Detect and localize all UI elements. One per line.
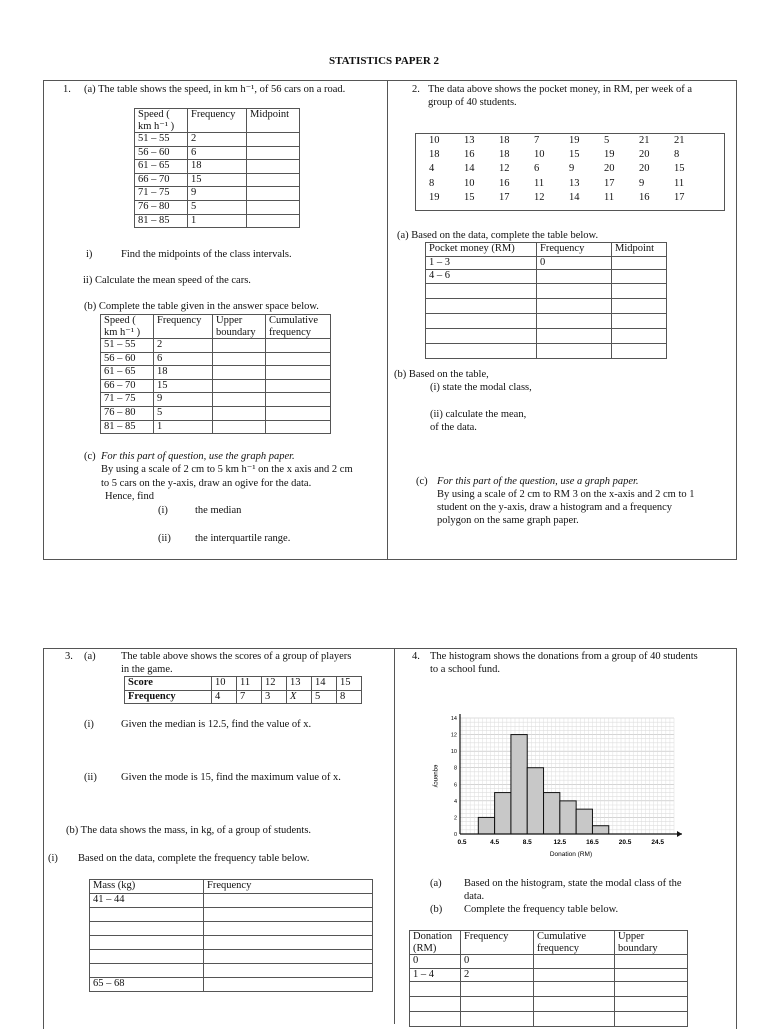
table-cell[interactable] bbox=[213, 352, 266, 366]
table-row bbox=[101, 379, 331, 393]
table-row bbox=[101, 407, 331, 421]
histogram-bar bbox=[592, 826, 608, 834]
table-cell: 61 – 65 bbox=[101, 366, 154, 380]
table-cell: 2 bbox=[188, 133, 247, 147]
y-tick-label: 14 bbox=[450, 716, 457, 722]
table-cell: 15 bbox=[188, 173, 247, 187]
table-cell: 14 bbox=[312, 677, 337, 691]
table-header: Mass (kg) bbox=[90, 880, 204, 894]
table-cell: 10 bbox=[212, 677, 237, 691]
table-cell: 2 bbox=[154, 339, 213, 353]
table-row bbox=[135, 133, 300, 147]
q3-number: 3. bbox=[65, 651, 73, 662]
table-cell: 5 bbox=[312, 690, 337, 704]
table-header: Cumulative frequency bbox=[534, 931, 615, 955]
table-row bbox=[101, 352, 331, 366]
x-tick-label: 20.5 bbox=[618, 839, 632, 846]
table-header: Donation (RM) bbox=[410, 931, 461, 955]
table-row bbox=[426, 313, 667, 328]
table-header-row bbox=[90, 880, 373, 894]
table-row bbox=[90, 935, 373, 949]
page-title: STATISTICS PAPER 2 bbox=[328, 55, 440, 67]
table-cell[interactable] bbox=[426, 283, 537, 298]
q2-c-label: (c) bbox=[416, 476, 428, 487]
histogram-bar bbox=[495, 793, 511, 834]
table-cell: 81 – 85 bbox=[101, 420, 154, 434]
table-cell: 41 – 44 bbox=[90, 893, 204, 907]
data-value: 19 bbox=[569, 135, 580, 146]
q3-a-line2: in the game. bbox=[121, 664, 173, 675]
table-cell: 61 – 65 bbox=[135, 160, 188, 174]
table-cell: 1 bbox=[154, 420, 213, 434]
table-cell: 6 bbox=[188, 146, 247, 160]
table-cell[interactable] bbox=[410, 1012, 461, 1027]
data-value: 11 bbox=[534, 177, 545, 189]
data-value: 12 bbox=[499, 163, 510, 175]
table-cell[interactable] bbox=[426, 313, 537, 328]
table-cell[interactable] bbox=[537, 328, 612, 343]
q1-c-line3: Hence, find bbox=[105, 491, 154, 502]
table-cell[interactable] bbox=[410, 997, 461, 1012]
table-cell[interactable] bbox=[534, 982, 615, 997]
table-header-row bbox=[426, 243, 667, 257]
q2-intro-line1: The data above shows the pocket money, in RM, per week of a bbox=[428, 84, 693, 95]
table-cell[interactable] bbox=[534, 997, 615, 1012]
table-cell: 76 – 80 bbox=[101, 407, 154, 421]
table-cell[interactable] bbox=[266, 420, 331, 434]
q1-i-number: i) bbox=[86, 249, 93, 260]
table-cell[interactable] bbox=[266, 339, 331, 353]
q3-b-i-number: (i) bbox=[48, 853, 58, 864]
table-cell: 3 bbox=[262, 690, 287, 704]
table-cell[interactable] bbox=[247, 133, 300, 147]
q4-line2: to a school fund. bbox=[430, 664, 500, 675]
table-cell: 5 bbox=[154, 407, 213, 421]
table-cell[interactable] bbox=[534, 968, 615, 982]
q1-number: 1. bbox=[63, 84, 71, 95]
histogram-bar bbox=[544, 793, 560, 834]
data-value: 11 bbox=[674, 177, 685, 189]
data-value: 5 bbox=[604, 135, 610, 146]
table-cell[interactable] bbox=[90, 949, 204, 963]
table-header: Frequency bbox=[461, 931, 534, 955]
table-header: Frequency bbox=[154, 315, 213, 339]
y-axis-label: equency bbox=[432, 764, 438, 788]
table-cell[interactable] bbox=[247, 173, 300, 187]
x-axis-arrow bbox=[677, 831, 682, 837]
table-header: Speed ( km h⁻¹ ) bbox=[135, 109, 188, 133]
y-tick-label: 6 bbox=[453, 782, 457, 789]
q3-ii-text: Given the mode is 15, find the maximum value of x. bbox=[121, 772, 341, 783]
data-value: 17 bbox=[674, 191, 685, 203]
q3-i-number: (i) bbox=[84, 719, 94, 730]
q1-c-instruction: For this part of question, use the graph paper. bbox=[101, 451, 295, 462]
table-row bbox=[90, 921, 373, 935]
table-row bbox=[410, 982, 688, 997]
table-row bbox=[135, 173, 300, 187]
table-cell: 51 – 55 bbox=[135, 133, 188, 147]
q2-c-line1: By using a scale of 2 cm to RM 3 on the x-axis and 2 cm to 1 bbox=[437, 489, 695, 500]
table-cell[interactable] bbox=[266, 407, 331, 421]
table-cell: 4 – 6 bbox=[426, 270, 537, 284]
table-cell: 51 – 55 bbox=[101, 339, 154, 353]
table-cell: 6 bbox=[154, 352, 213, 366]
table-cell: 56 – 60 bbox=[101, 352, 154, 366]
data-value: 9 bbox=[569, 163, 575, 175]
q3-a-line1: The table above shows the scores of a group of players bbox=[121, 651, 352, 662]
table-cell[interactable] bbox=[204, 921, 373, 935]
table-cell: 9 bbox=[188, 187, 247, 201]
x-tick-label: 16.5 bbox=[586, 839, 599, 846]
data-value: 10 bbox=[429, 135, 440, 146]
x-tick-label: 8.5 bbox=[522, 839, 532, 846]
table-row bbox=[426, 283, 667, 298]
table-cell: 0 bbox=[410, 955, 461, 969]
q1-intro: (a) The table shows the speed, in km h⁻¹, of 56 cars on a road. bbox=[84, 84, 346, 95]
histogram-bar bbox=[511, 735, 527, 834]
data-value: 20 bbox=[639, 149, 650, 161]
table-cell[interactable] bbox=[615, 982, 688, 997]
q2-b-text: (b) Based on the table, bbox=[394, 369, 489, 380]
data-value: 12 bbox=[534, 191, 545, 203]
table-cell[interactable] bbox=[247, 201, 300, 215]
table-header: Frequency bbox=[125, 690, 212, 704]
table-row bbox=[90, 963, 373, 977]
data-value: 8 bbox=[429, 177, 435, 189]
table-cell[interactable] bbox=[204, 949, 373, 963]
table-cell: 9 bbox=[154, 393, 213, 407]
q4-number: 4. bbox=[412, 651, 420, 662]
q1-c-ii-text: the interquartile range. bbox=[195, 533, 291, 544]
table-row bbox=[426, 298, 667, 313]
table-header: Pocket money (RM) bbox=[426, 243, 537, 257]
table-cell[interactable] bbox=[615, 997, 688, 1012]
table-cell: X bbox=[287, 690, 312, 704]
table-cell[interactable] bbox=[426, 298, 537, 313]
table-cell: 81 – 85 bbox=[135, 214, 188, 228]
q1-c-line2: to 5 cars on the y-axis, draw an ogive for the data. bbox=[101, 478, 312, 489]
table-cell[interactable] bbox=[615, 968, 688, 982]
table-header-row bbox=[410, 931, 688, 955]
table-header: Speed ( km h⁻¹ ) bbox=[101, 315, 154, 339]
table-header: Frequency bbox=[188, 109, 247, 133]
table-cell: 11 bbox=[237, 677, 262, 691]
table-cell[interactable] bbox=[213, 366, 266, 380]
table-cell[interactable] bbox=[90, 907, 204, 921]
q2-c-line2: student on the y-axis, draw a histogram and a frequency bbox=[437, 502, 673, 513]
table-cell[interactable] bbox=[534, 955, 615, 969]
q4-a-line2: data. bbox=[464, 891, 485, 902]
table-row bbox=[90, 907, 373, 921]
table-cell[interactable] bbox=[247, 160, 300, 174]
x-tick-label: 12.5 bbox=[553, 839, 567, 846]
table-cell[interactable] bbox=[247, 214, 300, 228]
table-header: Upper boundary bbox=[615, 931, 688, 955]
data-value: 16 bbox=[499, 177, 510, 189]
table-header: Frequency bbox=[204, 880, 373, 894]
x-axis-label: Donation (RM) bbox=[549, 851, 593, 858]
data-value: 20 bbox=[639, 163, 650, 175]
data-value: 21 bbox=[639, 135, 650, 146]
table-row bbox=[135, 160, 300, 174]
q3-a-label: (a) bbox=[84, 651, 96, 662]
data-value: 15 bbox=[674, 163, 685, 175]
table-cell: 65 – 68 bbox=[90, 977, 204, 991]
data-value: 13 bbox=[569, 177, 580, 189]
table-cell[interactable] bbox=[612, 298, 667, 313]
data-value: 14 bbox=[464, 163, 475, 175]
q3-ii-number: (ii) bbox=[84, 772, 97, 783]
q2-number: 2. bbox=[412, 84, 420, 95]
table-cell[interactable] bbox=[90, 935, 204, 949]
table-cell[interactable] bbox=[461, 982, 534, 997]
data-value: 15 bbox=[464, 191, 475, 203]
table-cell: 2 bbox=[461, 968, 534, 982]
data-value: 7 bbox=[534, 135, 540, 146]
table-cell[interactable] bbox=[213, 379, 266, 393]
data-value: 16 bbox=[464, 149, 475, 161]
q3-mass-table bbox=[89, 879, 373, 992]
table-row bbox=[135, 201, 300, 215]
data-value: 17 bbox=[604, 177, 615, 189]
q1-c-label: (c) bbox=[84, 451, 96, 462]
table-cell[interactable] bbox=[247, 187, 300, 201]
table-cell[interactable] bbox=[537, 313, 612, 328]
data-value: 10 bbox=[534, 149, 545, 161]
table-cell[interactable] bbox=[612, 328, 667, 343]
table-row bbox=[101, 393, 331, 407]
histogram-bar bbox=[576, 809, 592, 834]
table-row bbox=[426, 328, 667, 343]
data-value: 21 bbox=[674, 135, 685, 146]
table-cell[interactable] bbox=[266, 379, 331, 393]
table-cell: 66 – 70 bbox=[101, 379, 154, 393]
table-cell[interactable] bbox=[612, 283, 667, 298]
table-cell[interactable] bbox=[247, 146, 300, 160]
table-row bbox=[101, 339, 331, 353]
y-tick-label: 4 bbox=[453, 798, 457, 805]
table-row bbox=[426, 270, 667, 284]
table-header: Cumulative frequency bbox=[266, 315, 331, 339]
table-row bbox=[426, 343, 667, 358]
q2-a-text: (a) Based on the data, complete the table below. bbox=[397, 230, 599, 241]
data-value: 16 bbox=[639, 191, 650, 203]
q4-b-text: Complete the frequency table below. bbox=[464, 904, 619, 915]
q1-c-line1: By using a scale of 2 cm to 5 km h⁻¹ on the x axis and 2 cm bbox=[101, 464, 353, 475]
table-cell[interactable] bbox=[426, 328, 537, 343]
table-cell[interactable] bbox=[615, 1012, 688, 1027]
table-row bbox=[125, 677, 362, 691]
q1-c-i-number: (i) bbox=[158, 505, 168, 516]
table-cell[interactable] bbox=[537, 343, 612, 358]
table-cell: 8 bbox=[337, 690, 362, 704]
q1-table-a bbox=[134, 108, 300, 228]
table-cell: 5 bbox=[188, 201, 247, 215]
table-cell: 7 bbox=[237, 690, 262, 704]
table-cell[interactable] bbox=[612, 256, 667, 270]
table-cell: 66 – 70 bbox=[135, 173, 188, 187]
table-cell[interactable] bbox=[537, 270, 612, 284]
donation-histogram bbox=[420, 710, 690, 870]
q3-b-i-text: Based on the data, complete the frequency table below. bbox=[78, 853, 310, 864]
table-cell: 13 bbox=[287, 677, 312, 691]
table-cell[interactable] bbox=[204, 893, 373, 907]
q2-c-instruction: For this part of the question, use a graph paper. bbox=[437, 476, 639, 487]
table-cell: 1 – 4 bbox=[410, 968, 461, 982]
data-value: 4 bbox=[429, 163, 435, 175]
table-header-row bbox=[135, 109, 300, 133]
table-cell[interactable] bbox=[426, 343, 537, 358]
table-cell[interactable] bbox=[461, 997, 534, 1012]
table-cell: 76 – 80 bbox=[135, 201, 188, 215]
q2-intro-line2: group of 40 students. bbox=[428, 97, 517, 108]
table-cell[interactable] bbox=[612, 270, 667, 284]
table-row bbox=[101, 366, 331, 380]
q4-a-label: (a) bbox=[430, 878, 442, 889]
table-cell[interactable] bbox=[204, 907, 373, 921]
table-row bbox=[135, 187, 300, 201]
table-cell[interactable] bbox=[266, 352, 331, 366]
table-row bbox=[90, 977, 373, 991]
table-cell[interactable] bbox=[612, 313, 667, 328]
y-tick-label: 2 bbox=[453, 815, 457, 822]
table-cell: 0 bbox=[537, 256, 612, 270]
data-value: 11 bbox=[604, 191, 615, 203]
table-cell: 18 bbox=[188, 160, 247, 174]
table-row bbox=[90, 949, 373, 963]
bottom-divider bbox=[394, 648, 395, 1024]
table-cell[interactable] bbox=[537, 298, 612, 313]
table-row bbox=[410, 997, 688, 1012]
x-tick-label: 24.5 bbox=[651, 839, 665, 846]
y-tick-label: 12 bbox=[450, 732, 457, 739]
q2-table-a bbox=[425, 242, 667, 359]
table-row bbox=[426, 256, 667, 270]
table-cell: 71 – 75 bbox=[101, 393, 154, 407]
table-cell[interactable] bbox=[213, 420, 266, 434]
table-cell[interactable] bbox=[266, 393, 331, 407]
q2-b-tail: of the data. bbox=[430, 422, 477, 433]
table-row bbox=[125, 690, 362, 704]
q4-line1: The histogram shows the donations from a group of 40 students bbox=[430, 651, 698, 662]
data-value: 20 bbox=[604, 163, 615, 175]
table-cell: 4 bbox=[212, 690, 237, 704]
table-row bbox=[410, 1012, 688, 1027]
table-cell: 18 bbox=[154, 366, 213, 380]
q1-b-text: (b) Complete the table given in the answer space below. bbox=[84, 301, 319, 312]
table-header: Score bbox=[125, 677, 212, 691]
table-cell[interactable] bbox=[213, 407, 266, 421]
q2-b-ii: (ii) calculate the mean, bbox=[430, 409, 527, 420]
data-value: 19 bbox=[429, 191, 440, 203]
q4-b-label: (b) bbox=[430, 904, 443, 915]
table-row bbox=[101, 420, 331, 434]
table-cell[interactable] bbox=[461, 1012, 534, 1027]
q1-c-i-text: the median bbox=[195, 505, 242, 516]
histogram-bar bbox=[478, 817, 494, 834]
q3-b-text: (b) The data shows the mass, in kg, of a group of students. bbox=[66, 825, 312, 836]
data-value: 17 bbox=[499, 191, 510, 203]
table-header: Upper boundary bbox=[213, 315, 266, 339]
q4-table bbox=[409, 930, 688, 1027]
table-cell[interactable] bbox=[204, 935, 373, 949]
q1-ii-text: ii) Calculate the mean speed of the cars. bbox=[83, 275, 251, 286]
x-tick-label: 0.5 bbox=[457, 839, 467, 846]
table-header: Midpoint bbox=[612, 243, 667, 257]
data-value: 9 bbox=[639, 177, 645, 189]
table-cell: 0 bbox=[461, 955, 534, 969]
table-cell[interactable] bbox=[266, 366, 331, 380]
data-value: 19 bbox=[604, 149, 615, 161]
table-cell: 1 – 3 bbox=[426, 256, 537, 270]
table-cell: 1 bbox=[188, 214, 247, 228]
y-tick-label: 8 bbox=[453, 765, 457, 772]
table-cell[interactable] bbox=[90, 921, 204, 935]
data-value: 13 bbox=[464, 135, 475, 146]
q1-c-ii-number: (ii) bbox=[158, 533, 171, 544]
q4-a-line1: Based on the histogram, state the modal class of the bbox=[464, 878, 682, 889]
table-cell[interactable] bbox=[204, 977, 373, 991]
data-value: 10 bbox=[464, 177, 475, 189]
data-value: 18 bbox=[499, 149, 510, 161]
table-cell: 15 bbox=[337, 677, 362, 691]
table-cell[interactable] bbox=[204, 963, 373, 977]
table-header-row bbox=[101, 315, 331, 339]
table-cell[interactable] bbox=[90, 963, 204, 977]
histogram-bar bbox=[527, 768, 543, 834]
table-header: Midpoint bbox=[247, 109, 300, 133]
table-cell[interactable] bbox=[410, 982, 461, 997]
table-row bbox=[410, 968, 688, 982]
table-cell[interactable] bbox=[537, 283, 612, 298]
data-value: 8 bbox=[674, 149, 680, 161]
table-cell: 71 – 75 bbox=[135, 187, 188, 201]
y-tick-label: 0 bbox=[453, 832, 457, 838]
data-value: 18 bbox=[499, 135, 510, 146]
q1-i-text: Find the midpoints of the class intervals. bbox=[121, 249, 292, 260]
table-cell: 12 bbox=[262, 677, 287, 691]
histogram-bar bbox=[560, 801, 576, 834]
table-cell[interactable] bbox=[213, 339, 266, 353]
data-value: 18 bbox=[429, 149, 440, 161]
table-cell[interactable] bbox=[612, 343, 667, 358]
data-value: 15 bbox=[569, 149, 580, 161]
table-row bbox=[90, 893, 373, 907]
table-row bbox=[135, 214, 300, 228]
data-value: 6 bbox=[534, 163, 540, 175]
table-cell[interactable] bbox=[534, 1012, 615, 1027]
x-tick-label: 4.5 bbox=[490, 839, 500, 846]
top-divider bbox=[387, 80, 388, 559]
table-header: Frequency bbox=[537, 243, 612, 257]
table-cell[interactable] bbox=[615, 955, 688, 969]
y-tick-label: 10 bbox=[450, 749, 457, 756]
table-cell: 56 – 60 bbox=[135, 146, 188, 160]
q3-i-text: Given the median is 12.5, find the value of x. bbox=[121, 719, 312, 730]
table-cell: 15 bbox=[154, 379, 213, 393]
table-row bbox=[135, 146, 300, 160]
data-value: 14 bbox=[569, 191, 580, 203]
table-cell[interactable] bbox=[213, 393, 266, 407]
q3-score-table bbox=[124, 676, 362, 704]
table-row bbox=[410, 955, 688, 969]
q1-table-b bbox=[100, 314, 331, 434]
q2-c-line3: polygon on the same graph paper. bbox=[437, 515, 579, 526]
q2-b-i: (i) state the modal class, bbox=[430, 382, 532, 393]
